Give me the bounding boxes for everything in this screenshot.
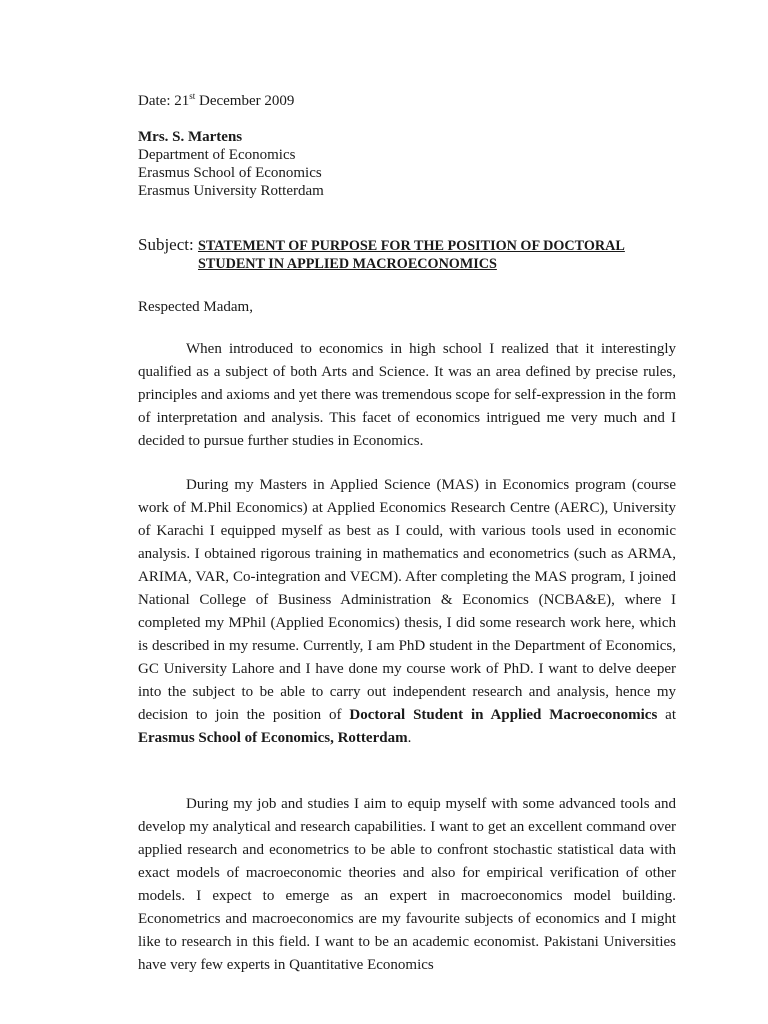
recipient-name: Mrs. S. Martens [138, 129, 243, 145]
letter-date: Date: 21st December 2009 [138, 91, 295, 109]
date-ordinal-suffix: st [189, 91, 196, 101]
recipient-university: Erasmus University Rotterdam [138, 183, 324, 199]
subject-text: STATEMENT OF PURPOSE FOR THE POSITION OF DOCTORAL STUDENT IN APPLIED MACROECONOMICS [198, 238, 625, 272]
paragraph-1: When introduced to economics in high school I realized that it interestingly qualified as a subject of both Arts and Science. It was an area defined by precise rules, principles and axioms and yet there was tremendous scope for self-expression in the form of interpretation and analysis. This facet of economics intrigued me very much and I decided to pursue further studies in Economics. [138, 341, 676, 449]
recipient-school: Erasmus School of Economics [138, 165, 322, 181]
paragraph-3: During my job and studies I aim to equip myself with some advanced tools and develop my analytical and research capabilities. I want to get an excellent command over applied research and econometrics to be able to confront stochastic statistical data with exact models of macroeconomic theories and also for empirical verification of other models. I expect to emerge as an expert in macroeconomics model building. Econometrics and macroeconomics are my favourite subjects of economics and I might like to research in this field. I want to be an academic economist. Pakistani Universities have very few experts in Quantitative Economics [138, 796, 676, 973]
salutation: Respected Madam, [138, 299, 253, 315]
subject-line [138, 236, 676, 273]
recipient-department: Department of Economics [138, 147, 296, 163]
subject-label: Subject: [138, 235, 194, 254]
paragraph-2: During my Masters in Applied Science (MAS) in Economics program (course work of M.Phil Economics) at Applied Economics Research Centre (AERC), University of Karachi I equipped myself as best as I could, with various tools used in economic analysis. I obtained rigorous training in mathematics and econometrics (such as ARMA, ARIMA, VAR, Co-integration and VECM). After completing the MAS program, I joined National College of Business Administration & Economics (NCBA&E), where I completed my MPhil (Applied Economics) thesis, I did some research work here, which is described in my resume. Currently, I am PhD student in the Department of Economics, GC University Lahore and I have done my course work of PhD. I want to delve deeper into the subject to be able to carry out independent research and analysis, hence my decision to join the position of Doctoral Student in Applied Macroeconomics at Erasmus School of Economics, Rotterdam. [138, 477, 676, 746]
position-title: Doctoral Student in Applied Macroeconomics [349, 707, 658, 723]
institution-name: Erasmus School of Economics, Rotterdam [138, 730, 408, 746]
recipient-address [138, 128, 676, 200]
